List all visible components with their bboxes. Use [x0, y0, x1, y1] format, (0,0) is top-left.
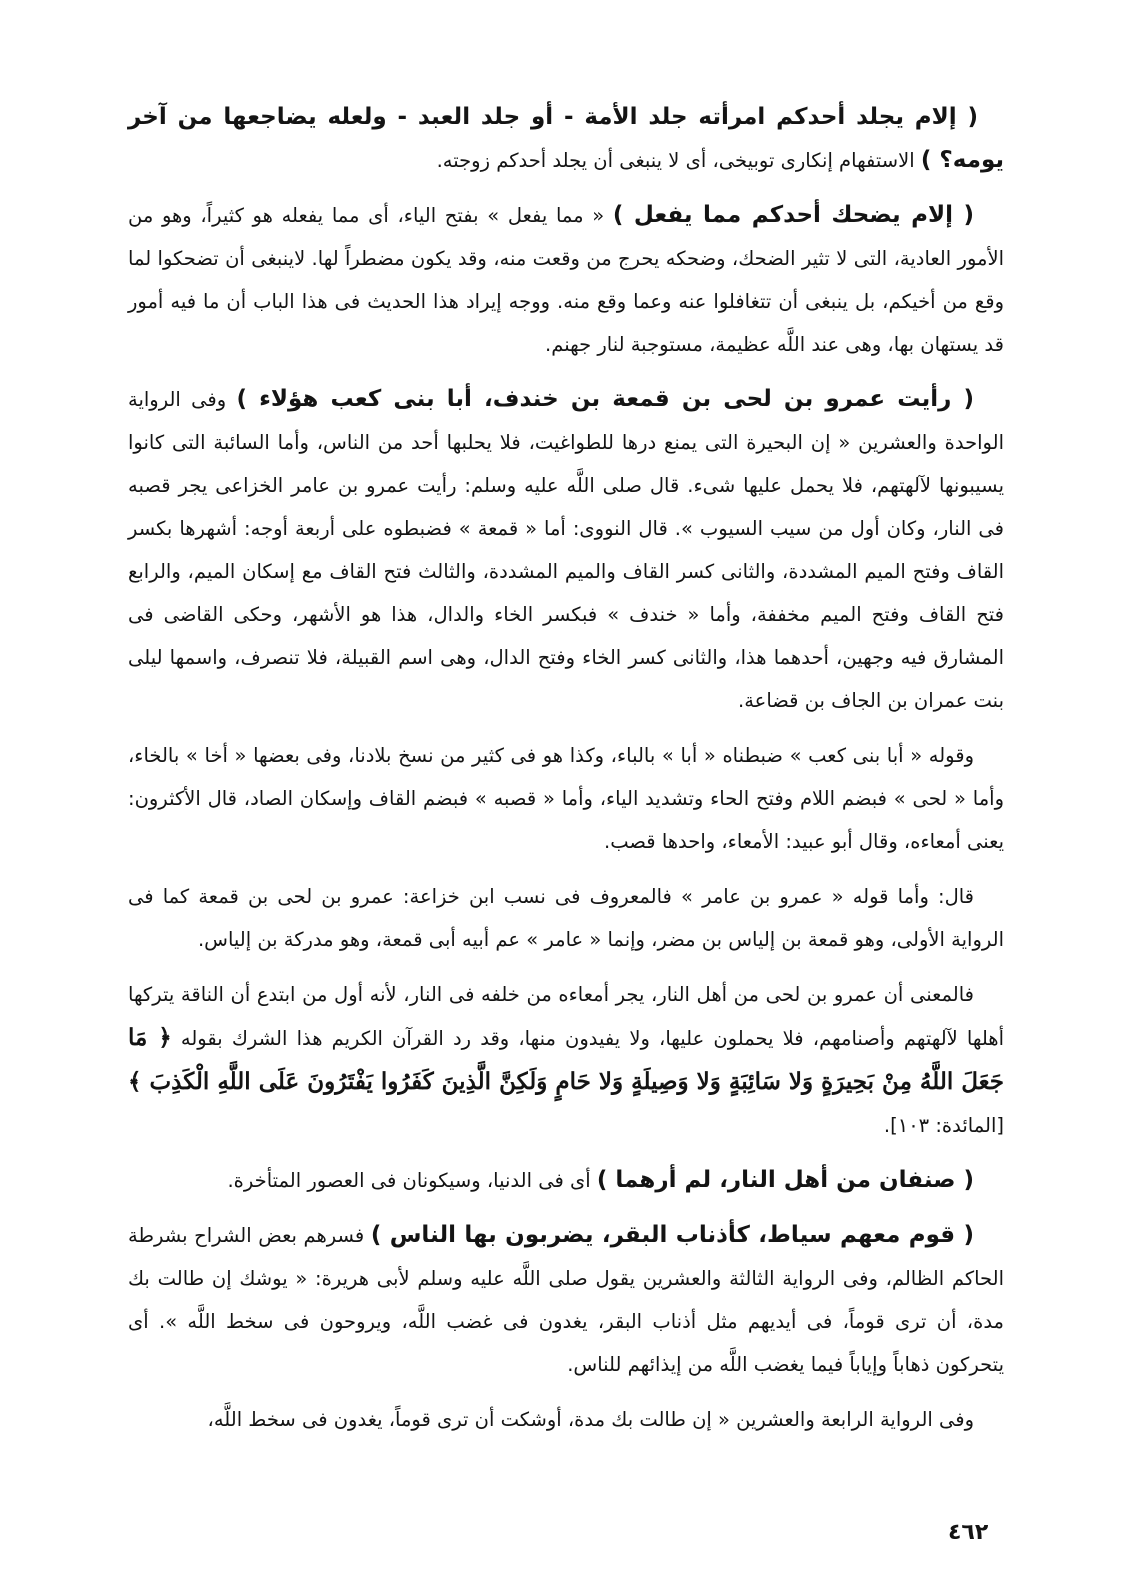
- hadith-quote-7: ( صنفان من أهل النار، لم أرهما ): [596, 1167, 974, 1193]
- verse-reference: [المائدة: ١٠٣].: [883, 1114, 1004, 1137]
- paragraph-5: [128, 875, 1004, 961]
- paragraph-9: [128, 1398, 1004, 1441]
- commentary-6: فالمعنى أن عمرو بن لحى من أهل النار، يجر أمعاءه من خلفه فى النار، لأنه أول من ابتدع أن الناقة يتركها أهلها لآلهتهم وأصنامهم، فلا يحملون عليها، ولا يفيدون منها، وقد رد القرآن الكريم هذا الشرك بقوله: [128, 983, 1004, 1050]
- commentary-4: وقوله « أبا بنى كعب » ضبطناه « أبا » بالباء، وكذا هو فى كثير من نسخ بلادنا، وفى بعضها « أخا » بالخاء، وأما « لحى » فبضم اللام وفتح الحاء وتشديد الياء، وأما « قصبه » فبضم القاف وإسكان الصاد، قال الأكثرون: يعنى أمعاءه، وقال أبو عبيد: الأمعاء، واحدها قصب.: [128, 744, 1004, 853]
- paragraph-1: [128, 96, 1004, 182]
- paragraph-3: [128, 378, 1004, 722]
- paragraph-8: [128, 1214, 1004, 1386]
- paragraph-6: [128, 973, 1004, 1147]
- commentary-5: قال: وأما قوله « عمرو بن عامر » فالمعروف فى نسب ابن خزاعة: عمرو بن لحى بن قمعة كما فى الرواية الأولى، وهو قمعة بن إلياس بن مضر، وإنما « عامر » عم أبيه أبى قمعة، وهو مدركة بن إلياس.: [128, 885, 1004, 951]
- paragraph-4: [128, 734, 1004, 863]
- commentary-3: وفى الرواية الواحدة والعشرين « إن البحيرة التى يمنع درها للطواغيت، فلا يحلبها أحد من الناس، وأما السائبة التى كانوا يسيبونها لآلهتهم، فلا يحمل عليها شىء. قال صلى اللَّه عليه وسلم: رأيت عمرو بن عامر الخزاعى يجر قصبه فى النار، وكان أول من سيب السيوب ». قال النووى: أما « قمعة » فضبطوه على أربعة أوجه: أشهرها بكسر القاف وفتح الميم المشددة، والثانى كسر القاف والميم المشددة، والثالث فتح القاف مع إسكان الميم، والرابع فتح القاف وفتح الميم مخففة، وأما « خندف » فبكسر الخاء والدال، هذا هو الأشهر، وحكى القاضى فى المشارق فيه وجهين، أحدهما هذا، والثانى كسر الخاء وفتح الدال، وهى اسم القبيلة، فلا تنصرف، واسمها ليلى بنت عمران بن الجاف بن قضاعة.: [128, 388, 1004, 712]
- quran-verse: ﴿ مَا جَعَلَ اللَّهُ مِنْ بَحِيرَةٍ وَلا سَائِبَةٍ وَلا وَصِيلَةٍ وَلا حَامٍ وَلَكِنَّ الَّذِينَ كَفَرُوا يَفْتَرُونَ عَلَى اللَّهِ الْكَذِبَ ﴾: [128, 1024, 1004, 1095]
- hadith-quote-3: ( رأيت عمرو بن لحى بن قمعة بن خندف، أبا بنى كعب هؤلاء ): [236, 386, 974, 412]
- page-body: [128, 96, 1004, 1516]
- page-number: ٤٦٢: [948, 1520, 989, 1545]
- hadith-quote-2: ( إلام يضحك أحدكم مما يفعل ): [612, 202, 974, 228]
- hadith-quote-8: ( قوم معهم سياط، كأذناب البقر، يضربون بها الناس ): [370, 1222, 974, 1248]
- commentary-1: الاستفهام إنكارى توبيخى، أى لا ينبغى أن يجلد أحدكم زوجته.: [436, 149, 921, 172]
- commentary-9: وفى الرواية الرابعة والعشرين « إن طالت بك مدة، أوشكت أن ترى قوماً، يغدون فى سخط اللَّه،: [207, 1408, 974, 1431]
- hadith-quote-1: ( إلام يجلد أحدكم امرأته جلد الأمة - أو جلد العبد - ولعله يضاجعها من آخر يومه؟ ): [128, 104, 1004, 173]
- commentary-7: أى فى الدنيا، وسيكونان فى العصور المتأخرة.: [227, 1169, 597, 1192]
- commentary-8: فسرهم بعض الشراح بشرطة الحاكم الظالم، وفى الرواية الثالثة والعشرين يقول صلى اللَّه عليه وسلم لأبى هريرة: « يوشك إن طالت بك مدة، أن ترى قوماً، فى أيديهم مثل أذناب البقر، يغدون فى غضب اللَّه، ويروحون فى سخط اللَّه ». أى يتحركون ذهاباً وإياباً فيما يغضب اللَّه من إيذائهم للناس.: [128, 1224, 1004, 1376]
- commentary-2: « مما يفعل » بفتح الياء، أى مما يفعله هو كثيراً، وهو من الأمور العادية، التى لا تثير الضحك، وضحكه يحرج من وقعت منه، وقد يكون مضطراً لها. لاينبغى أن تضحكوا لما وقع من أخيكم، بل ينبغى أن تتغافلوا عنه وعما وقع منه. ووجه إيراد هذا الحديث فى هذا الباب أن ما فيه أمور قد يستهان بها، وهى عند اللَّه عظيمة، مستوجبة لنار جهنم.: [128, 204, 1004, 356]
- paragraph-7: [128, 1159, 1004, 1202]
- paragraph-2: [128, 194, 1004, 366]
